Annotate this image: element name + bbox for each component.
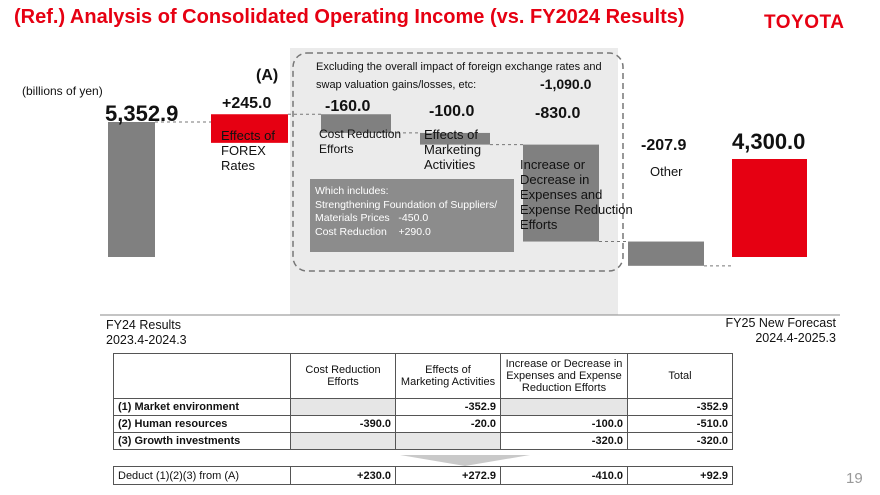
start-period-label: FY24 Results — [106, 318, 182, 332]
page-title: (Ref.) Analysis of Consolidated Operating Income (vs. FY2024 Results) — [14, 6, 685, 28]
table-row — [114, 467, 733, 485]
cell: -410.0 — [501, 467, 628, 485]
deduct-label: Deduct (1)(2)(3) from (A) — [114, 467, 291, 485]
cell: -390.0 — [291, 416, 396, 433]
deduct-table — [113, 466, 733, 485]
row-label: (1) Market environment — [114, 399, 291, 416]
table-header-row — [114, 354, 733, 399]
units-label: (billions of yen) — [22, 84, 103, 98]
fx-note-value: -1,090.0 — [540, 76, 592, 92]
bar-value-start: 5,352.9 — [105, 101, 179, 126]
breakdown-note — [310, 179, 514, 252]
row-label: (2) Human resources — [114, 416, 291, 433]
col-header-cost: Cost Reduction Efforts — [291, 354, 396, 399]
breakdown-note-line1: Strengthening Foundation of Suppliers/ — [315, 198, 498, 211]
cell: -352.9 — [396, 399, 501, 416]
cell: -510.0 — [628, 416, 733, 433]
end-period-label: FY25 New Forecast — [725, 316, 836, 330]
bar-6 — [732, 159, 807, 257]
bar-value-other: -207.9 — [641, 137, 687, 154]
bar-value-cost: -160.0 — [325, 98, 371, 115]
label-expenses: Increase or Decrease in Expenses and Expense Reduction Efforts — [520, 157, 633, 232]
col-header-expenses: Increase or Decrease in Expenses and Expense Reduction Efforts — [501, 354, 628, 399]
label-forex: Effects of FOREX Rates — [221, 128, 275, 173]
breakdown-note-heading: Which includes: — [315, 185, 389, 197]
start-period-dates: 2023.4-2024.3 — [106, 333, 187, 347]
table-corner-cell — [114, 354, 291, 399]
start-period — [106, 318, 187, 348]
label-marketing: Effects of Marketing Activities — [424, 127, 482, 172]
end-period — [706, 316, 836, 346]
table-row — [114, 433, 733, 450]
bar-value-marketing: -100.0 — [429, 103, 475, 120]
cell: +230.0 — [291, 467, 396, 485]
cell: -320.0 — [628, 433, 733, 450]
cell: -352.9 — [628, 399, 733, 416]
cell — [291, 433, 396, 450]
table-row — [114, 399, 733, 416]
row-label: (3) Growth investments — [114, 433, 291, 450]
col-header-total: Total — [628, 354, 733, 399]
cell: -100.0 — [501, 416, 628, 433]
end-period-dates: 2024.4-2025.3 — [755, 331, 836, 345]
cell: +272.9 — [396, 467, 501, 485]
table-row — [114, 416, 733, 433]
bar-5 — [628, 242, 704, 266]
breakdown-note-line3: Cost Reduction +290.0 — [315, 225, 431, 238]
breakdown-table — [113, 353, 733, 450]
fx-group-label: (A) — [256, 67, 279, 84]
fx-note: Excluding the overall impact of foreign exchange rates and swap valuation gains/losses, etc: — [316, 61, 602, 91]
bar-value-forex: +245.0 — [222, 95, 272, 112]
label-other: Other — [650, 164, 683, 179]
cell — [396, 433, 501, 450]
cell: +92.9 — [628, 467, 733, 485]
cell: -20.0 — [396, 416, 501, 433]
label-cost: Cost Reduction Efforts — [319, 127, 402, 156]
breakdown-note-line2: Materials Prices -450.0 — [315, 212, 429, 224]
bar-value-end: 4,300.0 — [732, 129, 806, 154]
cell — [291, 399, 396, 416]
toyota-logo: TOYOTA — [764, 12, 845, 33]
cell: -320.0 — [501, 433, 628, 450]
cell — [501, 399, 628, 416]
col-header-marketing: Effects of Marketing Activities — [396, 354, 501, 399]
page-number: 19 — [846, 470, 863, 487]
bar-0 — [108, 122, 155, 257]
bar-value-expenses: -830.0 — [535, 105, 581, 122]
